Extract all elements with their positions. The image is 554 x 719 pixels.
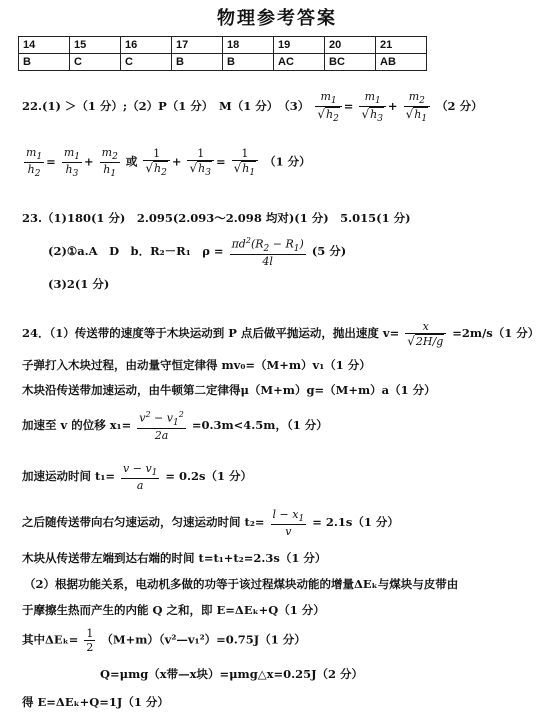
table-cell: 19 [274, 37, 325, 54]
table-cell: 15 [70, 37, 121, 54]
q24-text: 24．（1）传送带的速度等于木块运动到 P 点后做平抛运动，抛出速度 v= [22, 326, 400, 340]
q23-text: (2)①a.A D b．R₂－R₁ ρ = [48, 243, 224, 258]
q24-line-7: 木块从传送带左端到达右端的时间 t=t₁+t₂=2.3s（1 分） [22, 551, 327, 565]
formula-fraction: $\frac{m_1}{h_2}$ [26, 146, 43, 180]
q22-line-2: $\frac{m_1}{h_2}$ = $\frac{m_1}{h_3}$ + $\frac{m_2}{h_1}$ 或 $\frac{1}{√h_2}$ + $\frac{1}{√h_3}$ = $\frac{1}{√h_1}$ （1 分） [26, 146, 311, 180]
q24-line-2: 子弹打入木块过程，由动量守恒定律得 mv₀=（M+m）v₁（1 分） [22, 358, 371, 372]
page-title: 物理参考答案 [217, 8, 337, 29]
q24-text: 其中ΔEₖ= [22, 632, 79, 647]
q24-line-12: 得 E=ΔEₖ+Q=1J（1 分） [22, 695, 169, 709]
formula-fraction: $\frac{m_1}{h_3}$ [63, 146, 80, 180]
q24-text: = 2.1s（1 分） [312, 515, 399, 530]
q24-text: = 0.2s（1 分） [165, 469, 253, 484]
q24-text: （M+m）（v²—v₁²）=0.75J（1 分） [101, 632, 306, 647]
q23-line-2 [48, 236, 346, 268]
score: （1 分） [264, 154, 311, 169]
q24-line-10 [22, 627, 306, 654]
q23-line-3: (3)2(1 分) [48, 277, 110, 291]
q24-text: =2m/s（1 分） [452, 326, 540, 340]
formula-fraction: $\frac{m_1}{√h_2}$ [315, 90, 341, 124]
q24-text: =0.3m<4.5m，（1 分） [191, 417, 328, 432]
q24-line-6 [22, 508, 399, 538]
answer-table [18, 36, 427, 71]
q24-line-5 [22, 462, 252, 492]
or-text: 或 [125, 154, 138, 169]
q22-text: 22.(1) ＞（1 分）;（2）P（1 分） M（1 分） （3） [22, 99, 310, 114]
score: (5 分) [311, 243, 347, 258]
table-row-answers [19, 54, 427, 71]
formula-fraction: $\frac{v - v_1}{a}$ [123, 462, 158, 493]
table-cell: 17 [172, 37, 223, 54]
q24-line-9: 于摩擦生热而产生的内能 Q 之和，即 E=ΔEₖ+Q（1 分） [22, 603, 325, 617]
formula-fraction: $\frac{x}{√2H/g}$ [405, 320, 446, 348]
formula-fraction: $\frac{1}{√h_3}$ [187, 147, 213, 178]
formula-fraction: $\frac{m_2}{h_1}$ [101, 146, 118, 180]
q24-line-11: Q=μmg（x带—x块）=μmg△x=0.25J（2 分） [100, 667, 364, 681]
q24-line-1 [22, 320, 539, 348]
formula-fraction: $\frac{l - x_1}{v}$ [272, 508, 305, 539]
q22-line-1: 22.(1) ＞（1 分）;（2）P（1 分） M（1 分） （3） $\frac{m_1}{√h_2}$ = $\frac{m_1}{√h_3}$ + $\frac{m_2}{√h_1}$ （2 分） [22, 90, 483, 125]
table-row-numbers [19, 37, 427, 54]
table-cell: B [223, 54, 274, 71]
table-cell: BC [325, 54, 376, 71]
q24-line-4 [22, 410, 328, 442]
formula-fraction: $\frac{m_2}{√h_1}$ [404, 90, 430, 124]
formula-fraction: $\frac{m_1}{√h_3}$ [359, 90, 385, 124]
q24-text: 加速运动时间 t₁= [22, 469, 115, 484]
q24-text: 之后随传送带向右匀速运动，匀速运动时间 t₂= [22, 515, 265, 530]
table-cell: 21 [376, 37, 427, 54]
table-cell: C [70, 54, 121, 71]
q24-line-3: 木块沿传送带加速运动，由牛顿第二定律得μ（M+m）g=（M+m）a（1 分） [22, 383, 436, 397]
formula-fraction: $\frac{1}{2}$ [86, 627, 94, 654]
table-cell: 18 [223, 37, 274, 54]
table-cell: AC [274, 54, 325, 71]
formula-fraction: $\frac{v^2 - v_1^2}{2a}$ [139, 410, 184, 442]
table-cell: B [19, 54, 70, 71]
q24-text: 加速至 v 的位移 x₁= [22, 417, 132, 432]
formula-fraction: $\frac{\pi d^2(R_2 - R_1)}{4l}$ [231, 236, 304, 268]
q24-line-8: （2）根据功能关系，电动机多做的功等于该过程煤块动能的增量ΔEₖ与煤块与皮带由 [24, 577, 459, 591]
q23-line-1: 23.（1)180(1 分) 2.095(2.093～2.098 均对)(1 分) 5.015(1 分) [22, 211, 411, 225]
table-cell: B [172, 54, 223, 71]
table-cell: 16 [121, 37, 172, 54]
formula-fraction: $\frac{1}{√h_1}$ [232, 147, 258, 178]
table-cell: C [121, 54, 172, 71]
score: （2 分） [436, 99, 483, 114]
table-cell: 14 [19, 37, 70, 54]
table-cell: AB [376, 54, 427, 71]
formula-fraction: $\frac{1}{√h_2}$ [143, 147, 169, 178]
table-cell: 20 [325, 37, 376, 54]
